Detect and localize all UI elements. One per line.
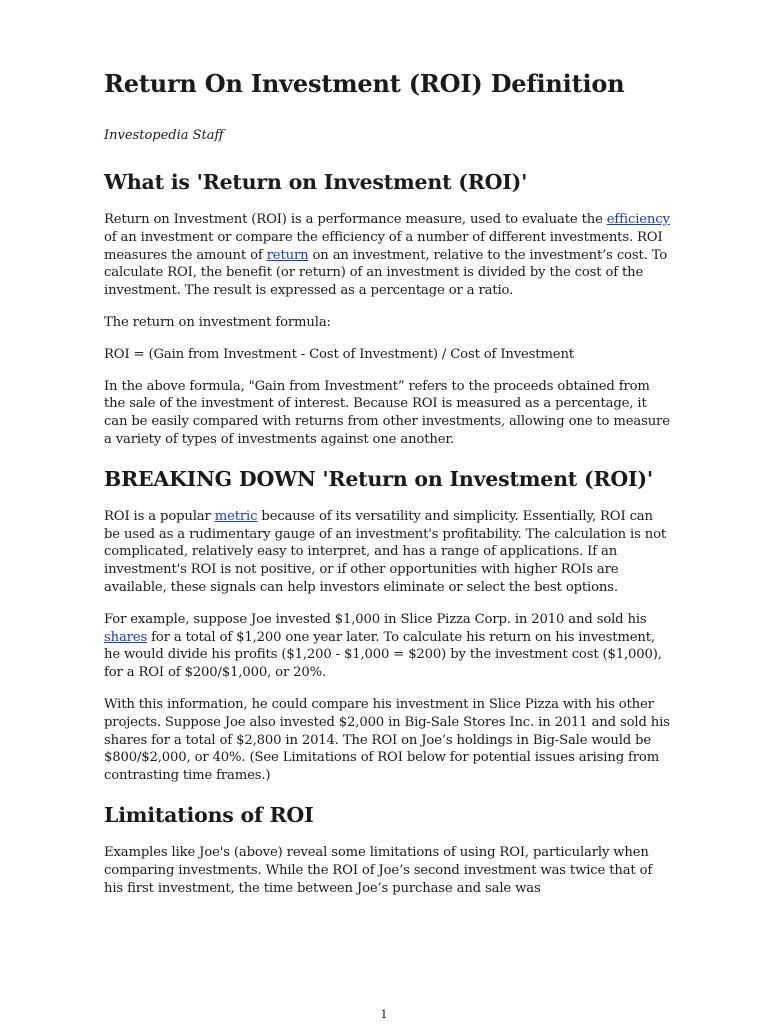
paragraph-roi-popular: ROI is a popular metric because of its versatility and simplicity. Essentially, ROI can be used as a rudimentary gauge of an investment's profitability. The calculation is not complicated, relatively easy to interpret, and has a range of applications. If an investment's ROI is not positive, or if other opportunities with higher ROIs are available, these signals can help investors eliminate or select the best options. — [104, 508, 667, 595]
section-heading-what-is-roi: What is 'Return on Investment (ROI)' — [104, 170, 528, 194]
section-heading-limitations: Limitations of ROI — [104, 802, 314, 827]
link-shares[interactable]: shares — [104, 629, 148, 645]
author-byline: Investopedia Staff — [104, 128, 224, 143]
document-content — [104, 66, 672, 897]
paragraph-limitations: Examples like Joe's (above) reveal some limitations of using ROI, particularly when comparing investments. While the ROI of Joe’s second investment was twice that of his first investment, the time between Joe’s purchase and sale was — [104, 844, 653, 896]
page-title: Return On Investment (ROI) Definition — [104, 69, 625, 98]
paragraph-formula-intro: The return on investment formula: — [104, 314, 331, 330]
paragraph-example-joe: For example, suppose Joe invested $1,000 in Slice Pizza Corp. in 2010 and sold his shares for a total of $1,200 one year later. To calculate his return on his investment, he would divide his profits ($1,200 - $1,000 = $200) by the investment cost ($1,000), for a ROI of $200/$1,000, or 20%. — [104, 611, 662, 681]
page-number: 1 — [380, 1008, 388, 1021]
paragraph-formula: ROI = (Gain from Investment - Cost of Investment) / Cost of Investment — [104, 346, 574, 362]
paragraph-roi-definition: Return on Investment (ROI) is a performance measure, used to evaluate the efficiency of an investment or compare the efficiency of a number of different investments. ROI measures the amount of return on an investment, relative to the investment’s cost. To calculate ROI, the benefit (or return) of an investment is divided by the cost of the investment. The result is expressed as a percentage or a ratio. — [104, 212, 670, 299]
link-return[interactable]: return — [266, 247, 309, 263]
link-metric[interactable]: metric — [214, 508, 258, 524]
link-efficiency[interactable]: efficiency — [606, 212, 670, 227]
paragraph-formula-explanation: In the above formula, "Gain from Investment” refers to the proceeds obtained from the sale of the investment of interest. Because ROI is measured as a percentage, it can be easily compared with returns from other investments, allowing one to measure a variety of types of investments against one another. — [104, 378, 670, 447]
section-heading-breaking-down: BREAKING DOWN 'Return on Investment (ROI)' — [104, 466, 653, 491]
paragraph-compare-investments: With this information, he could compare his investment in Slice Pizza with his other projects. Suppose Joe also invested $2,000 in Big-Sale Stores Inc. in 2011 and sold his shares for a total of $2,800 in 2014. The ROI on Joe’s holdings in Big-Sale would be $800/$2,000, or 40%. (See Limitations of ROI below for potential issues arising from contrasting time frames.) — [104, 696, 670, 784]
